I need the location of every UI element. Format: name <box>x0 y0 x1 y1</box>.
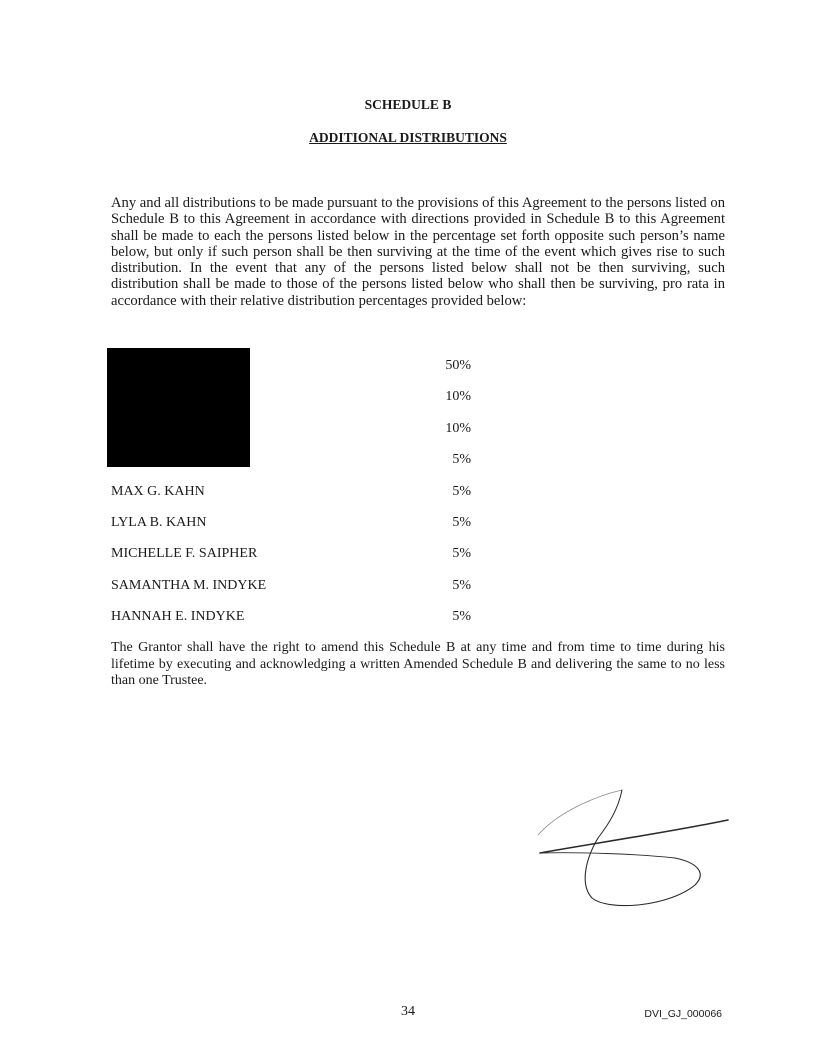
distribution-percent: 50% <box>445 358 471 373</box>
bates-number: DVI_GJ_000066 <box>644 1008 722 1020</box>
distribution-row <box>111 546 471 564</box>
distribution-name: LYLA B. KAHN <box>111 515 207 530</box>
distribution-row <box>111 609 471 627</box>
intro-paragraph: Any and all distributions to be made pursuant to the provisions of this Agreement to the persons listed on Schedule B to this Agreement in accordance with directions provided in Schedule B to this Agreement shall be made to each the persons listed below in the percentage set forth opposite such person’s name below, but only if such person shall be then surviving at the time of the event which gives rise to such distribution. In the event that any of the persons listed below shall not be then surviving, such distribution shall be made to those of the persons listed below who shall then be surviving, pro rata in accordance with their relative distribution percentages provided below: <box>111 195 725 309</box>
signature-image <box>530 780 735 915</box>
distribution-row <box>111 389 471 407</box>
distribution-percent: 5% <box>452 546 471 561</box>
distribution-percent: 5% <box>452 515 471 530</box>
schedule-subtitle: ADDITIONAL DISTRIBUTIONS <box>309 130 507 145</box>
closing-paragraph: The Grantor shall have the right to amend this Schedule B at any time and from time to time during his lifetime by executing and acknowledging a written Amended Schedule B and delivering the same to no less than one Trustee. <box>111 640 725 688</box>
distribution-percent: 5% <box>452 578 471 593</box>
distribution-name: MAX G. KAHN <box>111 484 205 499</box>
distribution-percent: 10% <box>445 421 471 436</box>
distribution-percent: 5% <box>452 484 471 499</box>
distribution-name: HANNAH E. INDYKE <box>111 609 245 624</box>
distribution-row <box>111 358 471 376</box>
distribution-row <box>111 484 471 502</box>
distribution-row <box>111 452 471 470</box>
distribution-percent: 5% <box>452 452 471 467</box>
distribution-row <box>111 421 471 439</box>
distribution-percent: 10% <box>445 389 471 404</box>
distribution-percent: 5% <box>452 609 471 624</box>
distribution-row <box>111 515 471 533</box>
distribution-name: SAMANTHA M. INDYKE <box>111 578 267 593</box>
schedule-title: SCHEDULE B <box>364 97 452 112</box>
distribution-row <box>111 578 471 596</box>
distribution-name: MICHELLE F. SAIPHER <box>111 546 258 561</box>
page-number: 34 <box>401 1004 415 1019</box>
